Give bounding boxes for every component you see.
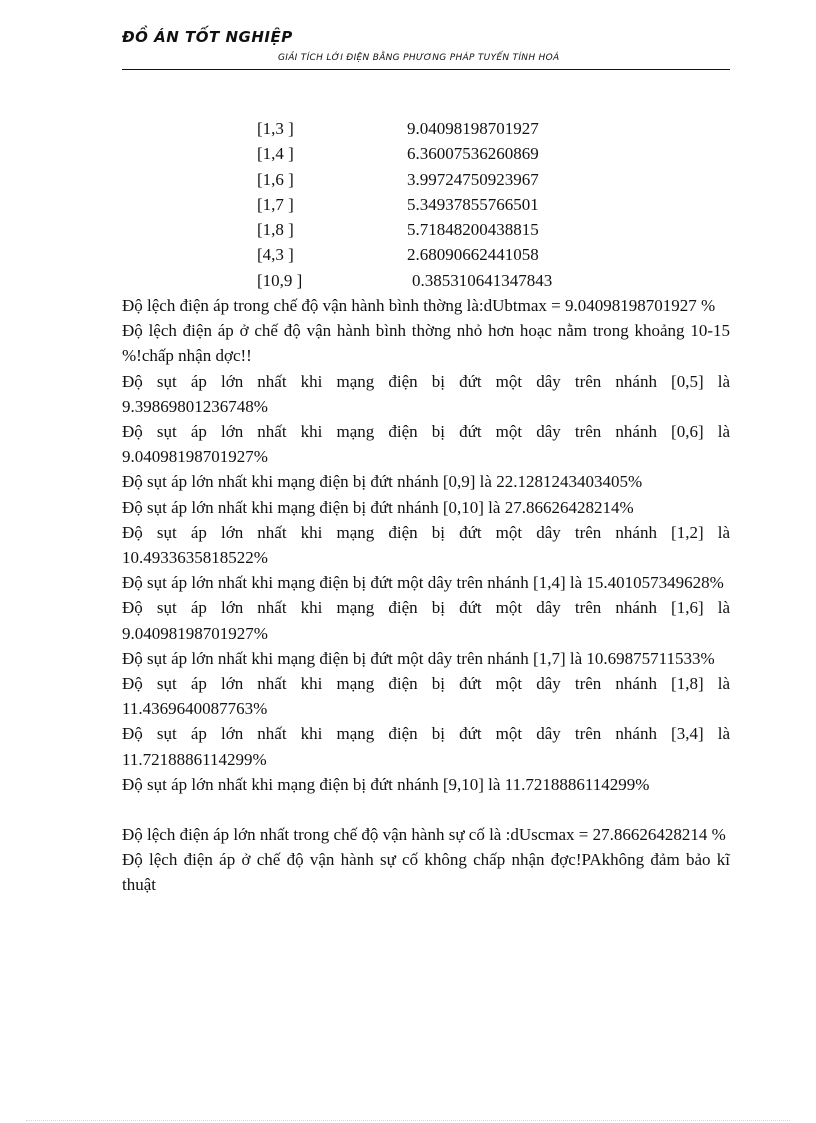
branch-key: [1,6 ] [257,169,294,189]
paragraph-drop-1-7: Độ sụt áp lớn nhất khi mạng điện bị đứt một dây trên nhánh [1,7] là 10.69875711533% [122,648,715,668]
branch-value: 5.71848200438815 [407,220,539,240]
branch-value: 2.68090662441058 [407,245,539,265]
paragraph-drop-0-6: Độ sụt áp lớn nhất khi mạng điện bị đứt một dây trên nhánh [0,6] là 9.04098198701927% [122,422,730,467]
page-bottom-divider [26,1120,790,1121]
branch-key: [1,4 ] [257,144,294,164]
paragraph-drop-0-9: Độ sụt áp lớn nhất khi mạng điện bị đứt nhánh [0,9] là 22.1281243403405% [122,472,643,492]
header-divider [122,69,730,70]
branch-key: [4,3 ] [257,245,294,265]
result-table [257,116,552,293]
table-row [257,192,552,217]
branch-value: 5.34937855766501 [407,194,539,214]
paragraph-drop-0-10: Độ sụt áp lớn nhất khi mạng điện bị đứt nhánh [0,10] là 27.86626428214% [122,497,634,517]
paragraph-drop-1-8: Độ sụt áp lớn nhất khi mạng điện bị đứt một dây trên nhánh [1,8] là 11.4369640087763% [122,674,730,719]
paragraph-drop-9-10: Độ sụt áp lớn nhất khi mạng điện bị đứt nhánh [9,10] là 11.7218886114299% [122,774,650,794]
paragraph-fault-rejected: Độ lệch điện áp ở chế độ vận hành sự cố không chấp nhận đợc!PAkhông đảm bảo kĩ thuật [122,850,730,895]
table-row [257,268,552,293]
paragraph-drop-0-5: Độ sụt áp lớn nhất khi mạng điện bị đứt một dây trên nhánh [0,5] là 9.39869801236748% [122,371,730,416]
table-row [257,167,552,192]
paragraph-drop-1-2: Độ sụt áp lớn nhất khi mạng điện bị đứt một dây trên nhánh [1,2] là 10.4933635818522% [122,522,730,568]
branch-key: [1,3 ] [257,119,294,138]
document-header-subtitle: GIẢI TÍCH LỚI ĐIỆN BẰNG PHƯƠNG PHÁP TUYẾN TÍNH HOÁ [278,53,560,63]
paragraph-normal-accepted: Độ lệch điện áp ở chế độ vận hành bình thờng nhỏ hơn hoạc nằm trong khoảng 10-15 %!chấp nhận dợc!! [122,321,730,366]
table-row [257,217,552,242]
document-header-title: ĐỒ ÁN TỐT NGHIỆP [122,28,293,46]
branch-value: 9.04098198701927 [407,119,539,138]
paragraph-drop-1-4: Độ sụt áp lớn nhất khi mạng điện bị đứt một dây trên nhánh [1,4] là 15.401057349628% [122,573,724,593]
branch-value: 6.36007536260869 [407,144,539,164]
branch-value: 3.99724750923967 [407,169,539,189]
table-row [257,116,552,141]
paragraph-drop-3-4: Độ sụt áp lớn nhất khi mạng điện bị đứt một dây trên nhánh [3,4] là 11.7218886114299% [122,724,730,769]
branch-key: [1,7 ] [257,194,294,214]
document-body [122,293,730,898]
paragraph-fault-deviation: Độ lệch điện áp lớn nhất trong chế độ vận hành sự cố là :dUscmax = 27.86626428214 % [122,825,726,845]
table-row [257,242,552,267]
paragraph-normal-deviation: Độ lệch điện áp trong chế độ vận hành bình thờng là:dUbtmax = 9.04098198701927 % [122,296,716,315]
paragraph-drop-1-6: Độ sụt áp lớn nhất khi mạng điện bị đứt một dây trên nhánh [1,6] là 9.04098198701927% [122,598,730,643]
branch-value: 0.385310641347843 [412,270,553,290]
branch-key: [1,8 ] [257,220,294,240]
branch-key: [10,9 ] [257,270,303,290]
table-row [257,141,552,166]
